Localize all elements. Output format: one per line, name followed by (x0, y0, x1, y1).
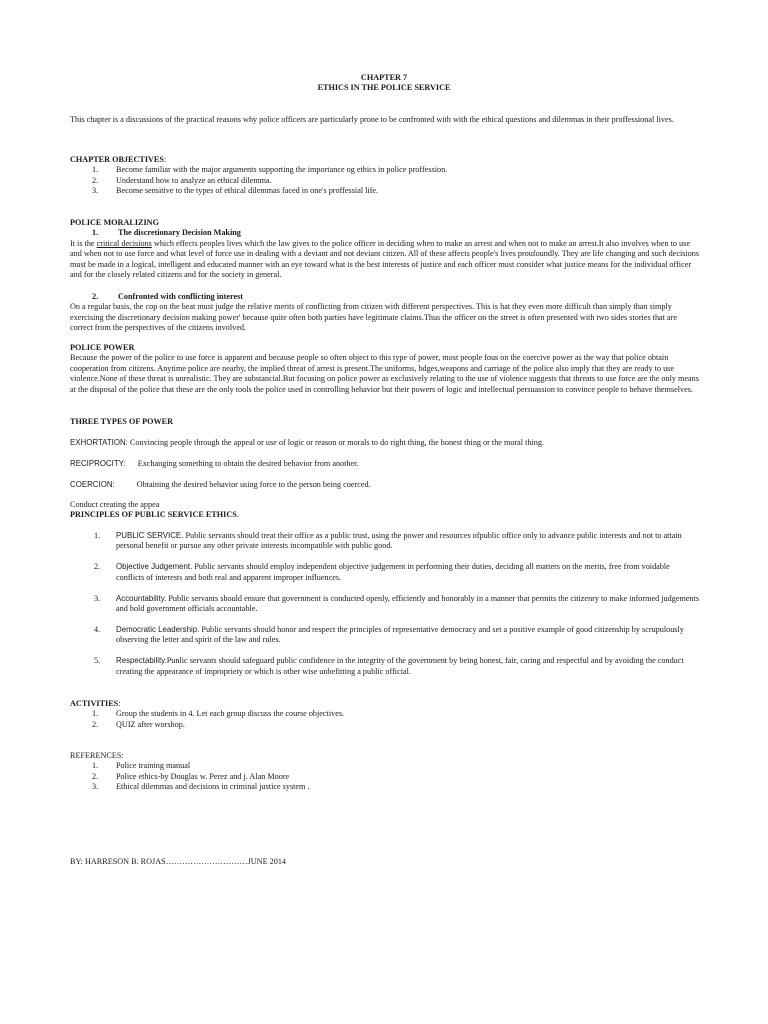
principles-section (70, 500, 700, 521)
activities-heading: ACTIVITIES: (70, 699, 121, 708)
references-section (70, 751, 700, 793)
list-item: 5. Respectability.Punlic servants should safeguard public confidence in the integrity of the government by being honest, fair, caring and respectful and by avoiding the conduct creating the appearance of impropriety or which is other wise unbefitting a public official. (94, 656, 684, 676)
principles-list (70, 531, 700, 688)
moralizing-paragraph-1: It is the critical decisions which effects peoples lives which the law gives to the police officer in deciding when to make an arrest and when not to make an arrest.It also involves when to use and when not to use force and what level of force use in dealing with a deviant and not deviant citizen. All of these affects people's lives proufoundly. They are life changing and such decisions must be made in a logical, intelligent and educated manner with an eye toward what is the best interests of justice and each officer must consider what justice means for the individual officer and for the closely related citizens and for the society in general. (70, 238, 700, 280)
chapter-number: CHAPTER 7 (360, 73, 408, 82)
intro-paragraph: This chapter is a discussions of the practical reasons why police officers are particularly prone to be confronted with with the ethical questions and dilemmas in their proffessional lives. (70, 115, 674, 124)
moralizing-subheading-2: 2. Confronted with conflicting interest (92, 292, 244, 301)
activities-list (70, 709, 700, 730)
list-item: 1. Become familiar with the major arguments supporting the importance og ethics in police proffession. (92, 165, 448, 175)
list-item: 3. Accountability. Public servants should ensure that government is conducted openly, efficiently and honorably in a manner that permits the citizenry to make informed judgements and hold government officials accountable. (94, 593, 700, 614)
moralizing-subsection-2 (70, 292, 700, 334)
references-list (70, 761, 700, 792)
list-item: 1. Police training manual (92, 761, 191, 771)
critical-decisions-link[interactable]: critical decisions (96, 238, 152, 248)
power-paragraph: Because the power of the police to use force is apparent and because people so often object to this type of power, most people fous on the coercive power as the way that police obtain cooperation from citizens. Anytime police are nearby, the implied threat of arrest is present.The uniforms, bdges,weapons and carriage of the police also imply that they are ready to use violence.None of these threat is unrealistic. They are substancial.But focusing on police power as exclusively relating to the use of violence suggests that threats to use force are the only means at the disposal of the police that these are the only tools the police used in controlling behavior but their powers of logic and intellectual persuassion to convince people to behave themselves. (70, 353, 699, 394)
type-exhortation: EXHORTATION: Convincing people through the appeal or use of logic or reason or morals to do right thing, the honest thing or the moral thing. (70, 438, 544, 447)
type-coercion: COERCION: Obtaining the desired behavior using force to the person being coerced. (70, 480, 371, 489)
list-item: 2. Understand how to analyze an ethical dilemma. (92, 175, 272, 185)
author-date: JUNE 2014 (247, 857, 287, 866)
list-item: 4. Democratic Leadership. Public servants should honor and respect the principles of representative democracy and set a positive example of good citizenship by scrupulously observing the letter and spirit of the law and rules. (94, 624, 684, 645)
power-section (70, 343, 700, 395)
type-reciprocity: RECIPROCITY: Exchanging something to obtain the desired behavior from another. (70, 459, 359, 468)
types-heading: THREE TYPES OF POWER (70, 417, 174, 426)
stray-text: Conduct creating the appea (70, 500, 160, 509)
list-item: 2. Objective Judgement. Public servants should employ independent objective judgement in performing their duties, deciding all matters on the merits, free from voidable conflicts of interests and both real and apparent improper influences. (94, 562, 670, 582)
references-heading: REFERENCES: (70, 751, 124, 760)
list-item: 3. Ethical dilemmas and decisions in criminal justice system . (92, 782, 310, 792)
moralizing-paragraph-2: On a regular basis, the cop on the beat must judge the relative merits of conflicting from citizen with different perspectives. This is hat they even more difficult than simply than simply exercising the discretionary decision making power' because quite often both parties have legitimate claims.Thus the officer on the street is often presented with two sides stories that are correct from the perspectives of the citizens involved. (70, 302, 678, 333)
activities-section (70, 699, 700, 730)
list-item: 2. Police ethics-by Douglas w. Perez and j. Alan Moore (92, 771, 290, 781)
author-line (70, 857, 700, 867)
moralizing-section (70, 218, 700, 280)
list-item: 2. QUIZ after worshop. (92, 719, 185, 729)
list-item: 1. PUBLIC SERVICE. Public servants should treat their office as a public trust, using the power and resources ofpublic office only to advance public interests and not to attain personal benefit or pursue any other private interests incompatible with public good. (94, 531, 682, 551)
principles-heading: PRINCIPLES OF PUBLIC SERVICE ETHICS. (70, 510, 239, 520)
dotted-leader: ………………………… (165, 857, 248, 866)
author-name: BY: HARRESON B. ROJAS (70, 857, 166, 866)
list-item: 1. Group the students in 4. Let each group discuss the course objectives. (92, 709, 345, 719)
chapter-title: ETHICS IN THE POLICE SERVICE (317, 83, 451, 92)
moralizing-heading: POLICE MORALIZING (70, 218, 159, 227)
list-item: 3. Become sensitive to the types of ethical dilemmas faced in one's proffessial life. (92, 186, 379, 196)
moralizing-subheading-1: 1. The discretionary Decision Making (92, 228, 241, 238)
objectives-heading: CHAPTER OBJECTIVES: (70, 155, 167, 164)
objectives-section (70, 155, 700, 197)
objectives-list (70, 165, 700, 196)
power-heading: POLICE POWER (70, 343, 135, 352)
